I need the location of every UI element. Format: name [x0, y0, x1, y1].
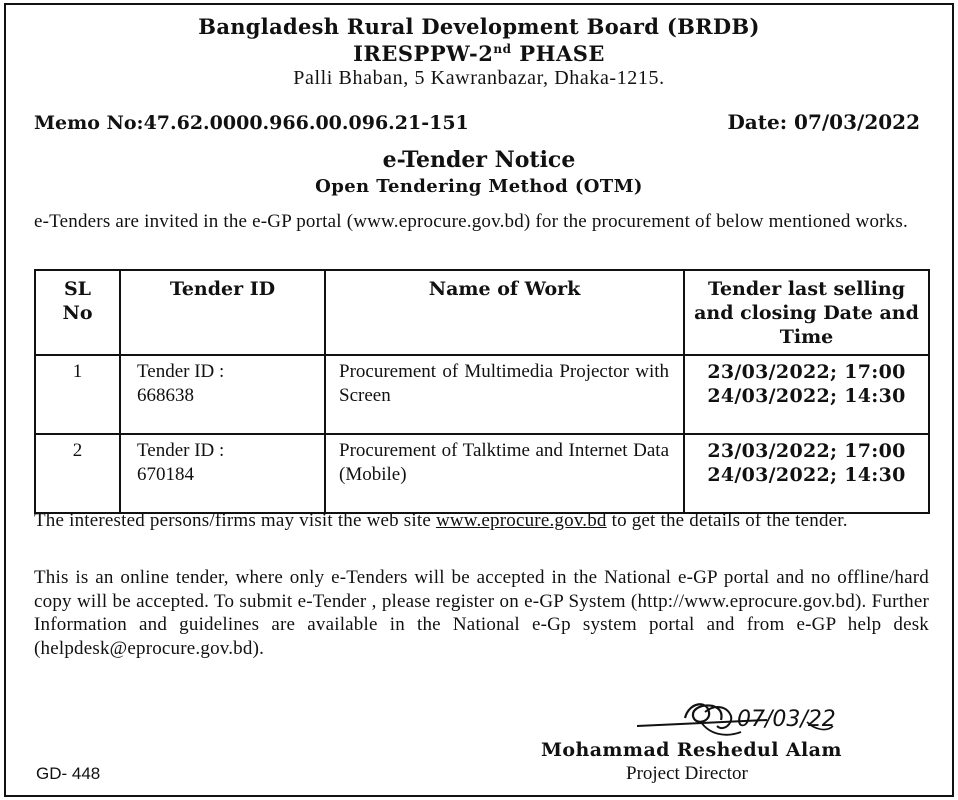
- row-work: Procurement of Multimedia Projector with Screen: [325, 355, 684, 434]
- phase-superscript: nd: [493, 42, 512, 56]
- notice-subtitle: Open Tendering Method (OTM): [315, 176, 643, 197]
- notice-title: e-Tender Notice: [382, 147, 576, 173]
- row-sl: 1: [35, 355, 120, 434]
- intro-paragraph: e-Tenders are invited in the e-GP portal (www.eprocure.gov.bd) for the procurement of below mentioned works.: [34, 211, 908, 232]
- phase-main: IRESPPW-2: [353, 41, 494, 66]
- header-work: Name of Work: [325, 270, 684, 355]
- row-sl: 2: [35, 434, 120, 513]
- office-address: Palli Bhaban, 5 Kawranbazar, Dhaka-1215.: [293, 67, 665, 89]
- phase-tail: PHASE: [511, 41, 605, 66]
- selling-date: 23/03/2022; 17:00: [707, 361, 906, 383]
- notice-date: Date: 07/03/2022: [727, 110, 920, 134]
- project-phase: [0, 41, 958, 66]
- header-date-time: Tender last selling and closing Date and Time: [684, 270, 929, 355]
- table-row: [35, 434, 929, 513]
- signatory-designation: Project Director: [626, 763, 748, 784]
- board-name: Bangladesh Rural Development Board (BRDB): [198, 14, 760, 39]
- signature-image: [637, 682, 897, 742]
- row-tender-id: Tender ID : 670184: [120, 434, 325, 513]
- online-tender-paragraph: This is an online tender, where only e-Tenders will be accepted in the National e-GP portal and no offline/hard copy will be accepted. To submit e-Tender , please register on e-GP System (http://www.eprocure.gov.bd). Further Information and guidelines are available in the National e-Gp system portal and from e-GP help desk (helpdesk@eprocure.gov.bd).: [34, 567, 929, 659]
- gd-code: GD- 448: [36, 764, 101, 783]
- table-row: [35, 355, 929, 434]
- header-tender-id: Tender ID: [120, 270, 325, 355]
- signatory-name: Mohammad Reshedul Alam: [541, 739, 842, 761]
- closing-date: 24/03/2022; 14:30: [707, 385, 906, 407]
- row-tender-id: Tender ID : 668638: [120, 355, 325, 434]
- visit-paragraph: The interested persons/firms may visit the web site www.eprocure.gov.bd to get the details of the tender.: [34, 510, 848, 531]
- row-dates: [684, 434, 929, 513]
- row-work: Procurement of Talktime and Internet Data (Mobile): [325, 434, 684, 513]
- memo-number: Memo No:47.62.0000.966.00.096.21-151: [34, 112, 469, 134]
- header-sl: SL No: [35, 270, 120, 355]
- table-header-row: [35, 270, 929, 355]
- closing-date: 24/03/2022; 14:30: [707, 464, 906, 486]
- eprocure-link[interactable]: www.eprocure.gov.bd: [435, 510, 607, 531]
- signature-date: 07/03/22: [737, 707, 836, 732]
- row-dates: [684, 355, 929, 434]
- tender-table: [34, 269, 930, 514]
- selling-date: 23/03/2022; 17:00: [707, 440, 906, 462]
